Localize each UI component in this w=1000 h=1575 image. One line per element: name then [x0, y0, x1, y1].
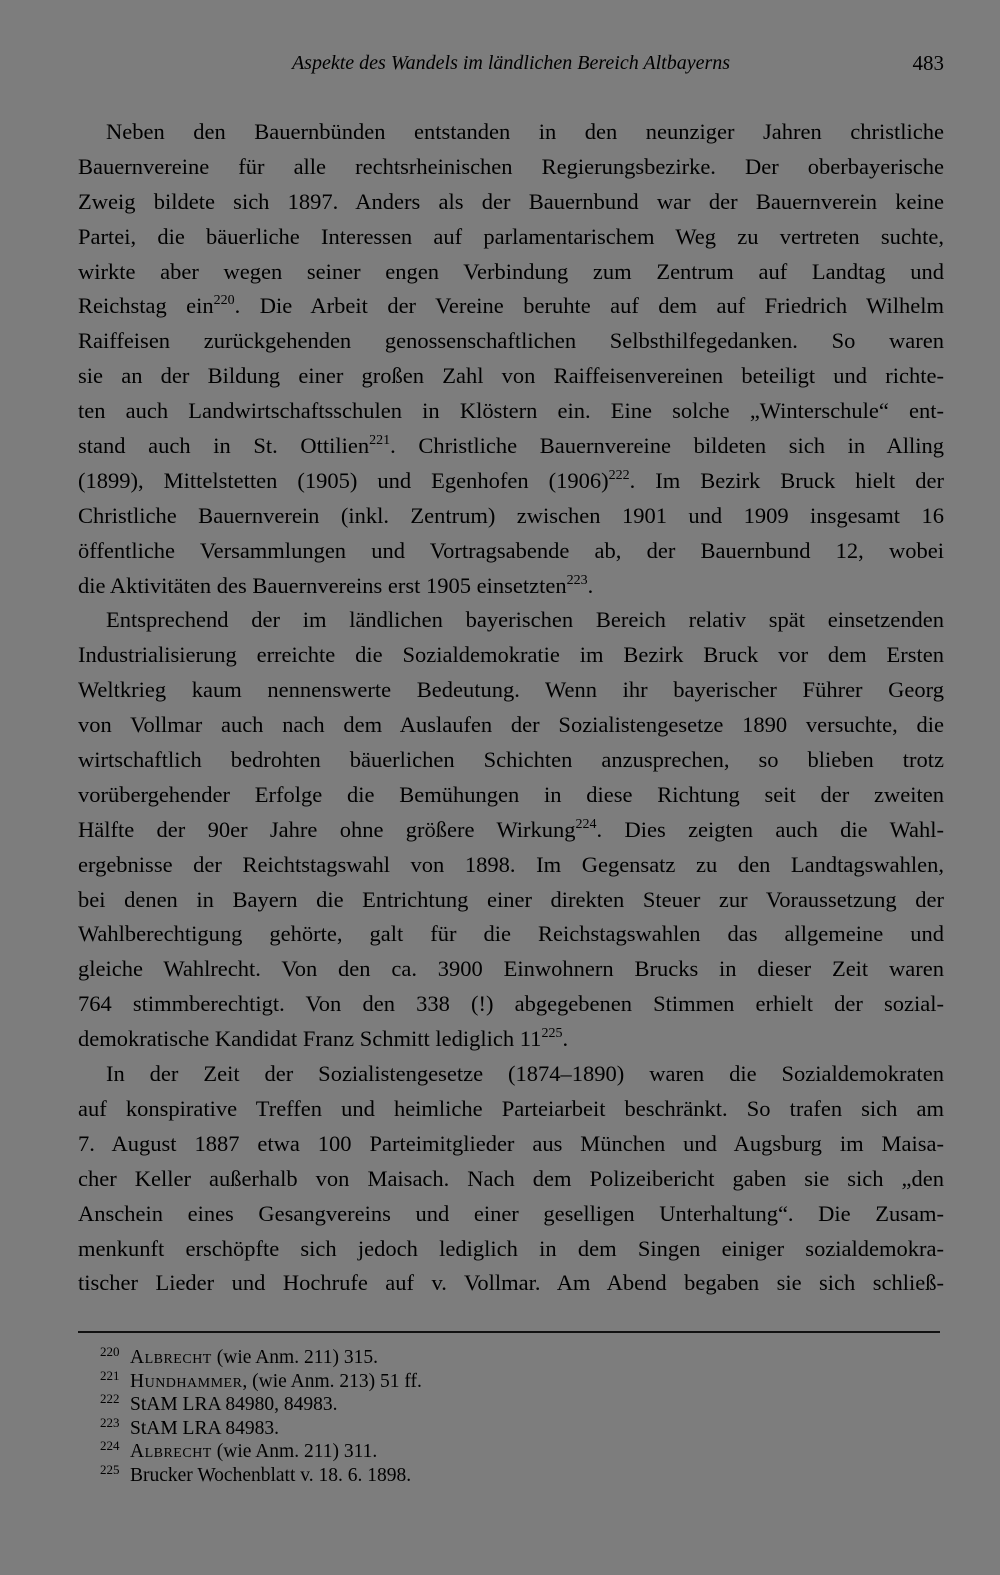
text-line: cher Keller außerhalb von Maisach. Nach dem Polizeibericht gaben sie sich „den — [78, 1165, 944, 1191]
text-line: öffentliche Versammlungen und Vortragsabende ab, der Bauernbund 12, wobei — [78, 537, 944, 563]
footnote: 221 Hundhammer, (wie Anm. 213) 51 ff. — [100, 1370, 900, 1394]
text-line: Industrialisierung erreichte die Sozialdemokratie im Bezirk Bruck vor dem Ersten — [78, 642, 944, 668]
text-line: stand auch in St. Ottilien$^{221}$. Christliche Bauernvereine bildeten sich in Alling — [78, 433, 944, 459]
footnote-number: 221 — [100, 1367, 120, 1383]
footnote: 222 StAM LRA 84980, 84983. — [100, 1393, 900, 1417]
footnote-divider — [78, 1331, 940, 1333]
text-line: wirkte aber wegen seiner engen Verbindung zum Zentrum auf Landtag und — [78, 258, 944, 284]
footnote-ref: 225 — [541, 1026, 563, 1042]
running-title: Aspekte des Wandels im ländlichen Bereich Altbayerns — [291, 52, 731, 74]
text-line: Entsprechend der im ländlichen bayerischen Bereich relativ spät einsetzenden — [106, 607, 944, 633]
text-line: tischer Lieder und Hochrufe auf v. Vollmar. Am Abend begaben sie sich schließ- — [78, 1270, 944, 1296]
footnote-ref: 220 — [213, 293, 235, 309]
text-line: Hälfte der 90er Jahre ohne größere Wirkung$^{224}$. Dies zeigten auch die Wahl- — [78, 816, 944, 842]
text-line: Reichstag ein$^{220}$. Die Arbeit der Vereine beruhte auf dem auf Friedrich Wilhelm — [78, 293, 944, 319]
text-line: Christliche Bauernverein (inkl. Zentrum) zwischen 1901 und 1909 insgesamt 16 — [78, 502, 944, 528]
text-line: Anschein eines Gesangvereins und einer geselligen Unterhaltung“. Die Zusam- — [78, 1200, 944, 1226]
text-line: die Aktivitäten des Bauernvereins erst 1905 einsetzten$^{223}$. — [78, 572, 594, 598]
text-line: 764 stimmberechtigt. Von den 338 (!) abgegebenen Stimmen erhielt der sozial- — [78, 991, 944, 1017]
footnotes — [100, 1346, 900, 1487]
text-line: gleiche Wahlrecht. Von den ca. 3900 Einwohnern Brucks in dieser Zeit waren — [78, 956, 944, 982]
text-line: Neben den Bauernbünden entstanden in den neunziger Jahren christliche — [106, 119, 944, 144]
footnote-number: 225 — [100, 1461, 120, 1477]
text-line: wirtschaftlich bedrohten bäuerlichen Schichten anzusprechen, so blieben trotz — [78, 747, 944, 773]
running-head — [78, 48, 944, 78]
body-text — [78, 115, 944, 1301]
text-line: ten auch Landwirtschaftsschulen in Klöstern ein. Eine solche „Winterschule“ ent- — [78, 398, 944, 424]
text-line: Weltkrieg kaum nennenswerte Bedeutung. Wenn ihr bayerischer Führer Georg — [78, 677, 944, 703]
footnote-number: 223 — [100, 1414, 120, 1430]
text-line: auf konspirative Treffen und heimliche Parteiarbeit beschränkt. So trafen sich am — [78, 1095, 944, 1121]
text-line: bei denen in Bayern die Entrichtung einer direkten Steuer zur Voraussetzung der — [78, 886, 944, 912]
text-line: Raiffeisen zurückgehenden genossenschaftlichen Selbsthilfegedanken. So waren — [78, 328, 944, 354]
text-line: 7. August 1887 etwa 100 Parteimitglieder aus München und Augsburg im Maisa- — [78, 1130, 944, 1156]
text-line: Bauernvereine für alle rechtsrheinischen Regierungsbezirke. Der oberbayerische — [78, 153, 944, 179]
footnote-ref: 222 — [608, 467, 630, 483]
footnote: 225 Brucker Wochenblatt v. 18. 6. 1898. — [100, 1464, 900, 1488]
footnote: 223 StAM LRA 84983. — [100, 1417, 900, 1441]
footnote-number: 224 — [100, 1438, 120, 1453]
footnote-number: 220 — [100, 1344, 120, 1359]
footnote: 220 Albrecht (wie Anm. 211) 315. — [100, 1346, 900, 1370]
footnote-ref: 224 — [575, 816, 597, 832]
text-line: vorübergehender Erfolge die Bemühungen in diese Richtung seit der zweiten — [78, 781, 944, 807]
text-line: ergebnisse der Reichtstagswahl von 1898. Im Gegensatz zu den Landtagswahlen, — [78, 851, 944, 877]
text-line: Wahlberechtigung gehörte, galt für die Reichstagswahlen das allgemeine und — [78, 921, 944, 947]
text-line: demokratische Kandidat Franz Schmitt lediglich $11^{225}$. — [78, 1026, 569, 1052]
text-line: Zweig bildete sich 1897. Anders als der Bauernbund war der Bauernverein keine — [78, 188, 944, 214]
footnote: 224 Albrecht (wie Anm. 211) 311. — [100, 1440, 900, 1464]
text-line: menkunft erschöpfte sich jedoch lediglich in dem Singen einiger sozialdemokra- — [78, 1235, 944, 1261]
text-line: Partei, die bäuerliche Interessen auf parlamentarischem Weg zu vertreten suchte, — [78, 223, 944, 249]
text-line: von Vollmar auch nach dem Auslaufen der Sozialistengesetze 1890 versuchte, die — [78, 712, 944, 738]
text-line: (1899), Mittelstetten (1905) und Egenhofen $(1906)^{222}$. Im Bezirk Bruck hielt der — [78, 467, 944, 493]
footnote-ref: 221 — [369, 433, 391, 449]
page-number: 483 — [912, 51, 944, 75]
text-line: sie an der Bildung einer großen Zahl von Raiffeisenvereinen beteiligt und richte- — [78, 363, 944, 389]
footnote-number: 222 — [100, 1391, 120, 1406]
text-line: In der Zeit der Sozialistengesetze (1874–1890) waren die Sozialdemokraten — [106, 1061, 944, 1087]
footnote-ref: 223 — [566, 572, 588, 588]
